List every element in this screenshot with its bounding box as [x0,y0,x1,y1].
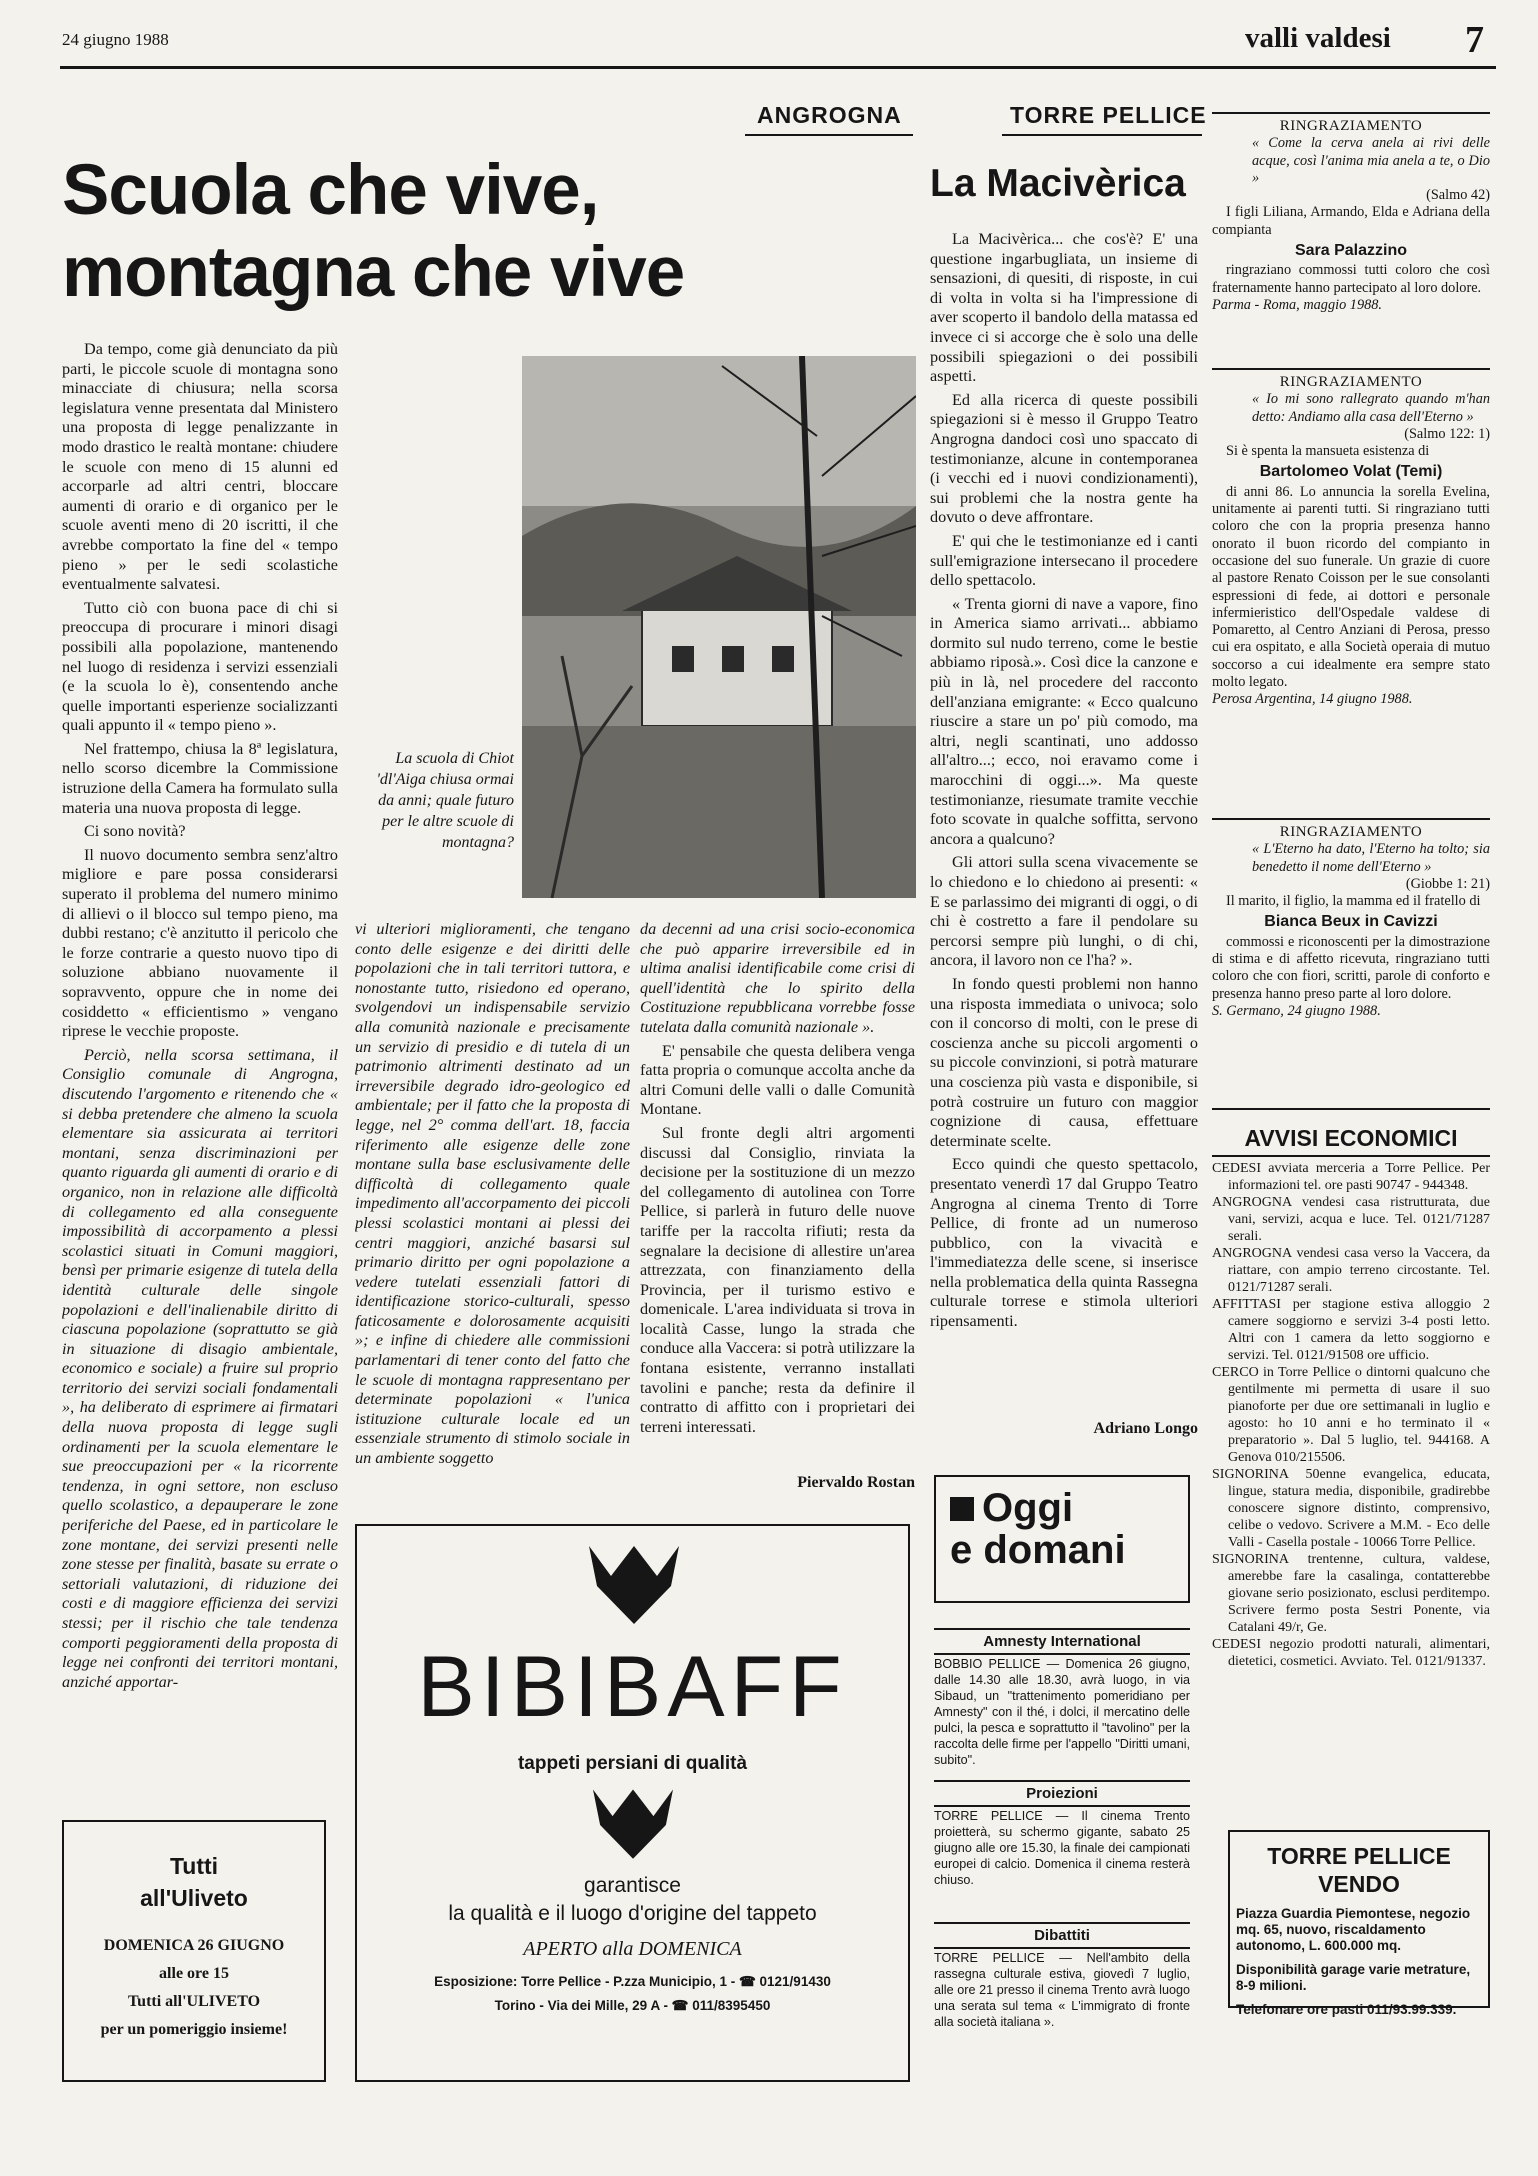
article-col-2 [355,920,630,1510]
vendo-text: Piazza Guardia Piemontese, negozio mq. 65, nuovo, riscaldamento autonomo, L. 600.000 mq. [1236,1906,1471,1953]
notice-text: ringraziano commossi tutti coloro che così fraternamente hanno partecipato al loro dolore. [1212,262,1490,296]
article-col-1 [62,340,338,1810]
notice-text: di anni 86. Lo annuncia la sorella Evelina, unitamente ai parenti tutti. Si ringraziano tutti coloro che con la propria presenza hanno onorato il buon ricordo del compianto in occasione del suo funerale. Un grazie di cuore al pastore Renato Coisson per le sue consolanti espressioni di fede, ai dottori e personale infermieristico dell'Ospedale valdese di Pomaretto, al Centro Anziani di Perosa, presso cui era ospitato, e alla Società operaia di mutuo soccorso a cui idealmente era sempre stato molto legato. [1212,483,1490,691]
classified-ad: AFFITTASI per stagione estiva alloggio 2 camere soggiorno e servizi 3-4 posti letto. Altri con 1 camera da letto soggiorno e servizi. Tel. 0121/91508 ore ufficio. [1212,1297,1490,1363]
paragraph: Il nuovo documento sembra senz'altro migliore e pare possa considerarsi superato il problema del numero minimo di allievi o il blocco sul tempo pieno, ma dubbi restano; c'è anzitutto il pericolo che le forze contrarie a questo nuovo tipo di soluzione abbiano nuovamente il sopravvento, oppure che in nome dei cosiddetto « efficientismo » vengano riprese le vecchie proposte. [62,845,338,1041]
paragraph: Gli attori sulla scena vivacemente se lo chiedono e lo chiedono ai presenti: « E se parlassimo dei migranti di oggi, o di chi è costretto a fare il pendolare su percorsi sempre più lunghi, o di chi, ancora, il lavoro non ce l'ha? ». [930,853,1198,970]
vendo-text: Disponibilità garage varie metrature, 8-9 milioni. [1236,1962,1471,1993]
article-col-3 [640,920,915,1470]
page-number: 7 [1465,19,1484,61]
obituary-notice [1212,824,1490,1104]
event-text: BOBBIO PELLICE — Domenica 26 giugno, dalle 14.30 alle 18.30, avrà luogo, in via Sibaud, un "trattenimento pomeridiano per Amnesty" con il thé, i dolci, il mercatino delle pulci, la pesca e soprattutto il "tavolino" per la raccolta delle firme per l'appello "Diritti umani, subito". [934,1657,1190,1767]
notice-title: RINGRAZIAMENTO [1279,374,1423,390]
photo-svg [522,356,916,898]
classified-ad: SIGNORINA trentenne, cultura, valdese, amerebbe fare la casalinga, contatterebbe giovane serio posizionato, esclusi perditempo. Scrivere fermo posta Sestri Ponente, via Catalani 49/r, Ge. [1212,1552,1490,1635]
school-photo [522,356,916,898]
event-section-head: Amnesty International [934,1628,1190,1655]
notice-rule [1212,112,1490,114]
classified-ad: SIGNORINA 50enne evangelica, educata, lingue, statura media, disponibile, gradirebbe conoscere signore distinto, comprensivo, celibe o vedovo. Scrivere a M.M. - Eco delle Valli - Casella postale - 10066 Torre Pellice. [1212,1467,1490,1550]
ad-subtitle: garantisce [584,1874,681,1897]
vendo-ad [1228,1830,1490,2017]
tulip-logo-icon [589,1546,679,1626]
uliveto-title: all'Uliveto [140,1885,248,1911]
vendo-text: Telefonare ore pasti 011/93.99.339. [1236,2002,1457,2017]
notice-text: commossi e riconoscenti per la dimostrazione di stima e di affetto ricevuta, ringraziano tutti coloro che con fiori, scritti, parole di conforto e presenza hanno preso parte al loro dolore. [1212,933,1490,1002]
notice-sign: S. Germano, 24 giugno 1988. [1212,1002,1381,1019]
paragraph: Tutto ciò con buona pace di chi si preoccupa di procurare i minori disagi possibili alla popolazione, mantenendo nel luogo di residenza i servizi essenziali (e la scuola lo è), consentendo anche quelle importanti esperienze socializzanti quali appunto il « tempo pieno ». [62,598,338,735]
notice-quote: « L'Eterno ha dato, l'Eterno ha tolto; sia benedetto il nome dell'Eterno » [1252,841,1490,875]
kicker-angrogna: ANGROGNA [757,102,902,128]
paragraph: Ci sono novità? [84,822,186,841]
notice-text: I figli Liliana, Armando, Elda e Adriana della compianta [1212,204,1490,238]
classified-ad: CEDESI negozio prodotti naturali, alimentari, dietetici, cosmetici. Avviato. Tel. 0121/91337. [1212,1637,1490,1669]
notice-sign: Parma - Roma, maggio 1988. [1212,296,1382,313]
notice-title: RINGRAZIAMENTO [1279,118,1423,134]
notice-name: Bartolomeo Volat (Temi) [1259,463,1443,481]
article-col-4 [930,230,1198,1415]
classified-ad: CEDESI avviata merceria a Torre Pellice. Per informazioni tel. ore pasti 90747 - 944348. [1212,1161,1490,1193]
notice-quote: « Come la cerva anela ai rivi delle acque, così l'anima mia anela a te, o Dio » [1252,135,1490,186]
obituary-notice [1212,374,1490,812]
author-signature: Piervaldo Rostan [797,1474,915,1491]
notice-quote: « Io mi sono rallegrato quando m'han detto: Andiamo alla casa dell'Eterno » [1252,391,1490,425]
newspaper-name: valli valdesi [1245,22,1391,54]
square-bullet-icon [950,1497,974,1521]
vendo-title: TORRE PELLICE [1267,1843,1451,1869]
kicker-rule [1002,134,1202,136]
ad-address: Esposizione: Torre Pellice - P.zza Municipio, 1 - ☎ 0121/91430 [434,1974,831,1989]
event-section-head: Dibattiti [934,1922,1190,1949]
paragraph: La Macivèrica... che cos'è? E' una questione ingarbugliata, un insieme di sensazioni, di quesiti, di risposte, in cui di volta in volta si ha l'impressione di aver scoperto il bandolo della matassa ed invece ci si accorge che è solo una delle possibili spiegazioni o dei possibili aspetti. [930,230,1198,386]
classifieds-list [1212,1160,1490,1670]
ad-subtitle: la qualità e il luogo d'origine del tappeto [448,1902,817,1925]
ad-address: Torino - Via dei Mille, 29 A - ☎ 011/8395450 [494,1998,771,2013]
notice-rule [1212,1155,1490,1157]
classifieds-title: AVVISI ECONOMICI [1244,1125,1458,1151]
bibibaff-ad [355,1524,910,2082]
classified-ad: ANGROGNA vendesi casa ristrutturata, due vani, servizi, acqua e luce. Tel. 0121/71287 serali. [1212,1195,1490,1244]
notice-ref: (Salmo 122: 1) [1404,425,1490,442]
event-text: TORRE PELLICE — Nell'ambito della rassegna culturale estiva, giovedì 7 luglio, alle ore 21 presso il cinema Trento avrà luogo una serata sul tema « L'immigrato di fronte alla società italiana ». [934,1951,1190,2029]
author-signature: Adriano Longo [1093,1420,1198,1437]
ad-logo: BIBIBAFF [417,1639,848,1735]
oggi-title [950,1487,1174,1529]
kicker-rule [745,134,913,136]
notice-ref: (Salmo 42) [1426,187,1490,204]
notice-name: Sara Palazzino [1294,242,1408,260]
ad-open-sunday: APERTO alla DOMENICA [523,1938,742,1960]
paragraph: In fondo questi problemi non hanno una risposta immediata o univoca; solo con il concorso di molti, con le prese di coscienza anche su piccoli argomenti o su piccole convinzioni, si potrà maturare una coscienza più vasta e disponibile, si potrà costruire un futuro con maggior cognizione di causa, effettuare determinate scelte. [930,974,1198,1150]
uliveto-ad [62,1820,326,2082]
notice-sign: Perosa Argentina, 14 giugno 1988. [1212,691,1413,708]
notice-title: RINGRAZIAMENTO [1279,824,1423,840]
classified-ad: CERCO in Torre Pellice o dintorni qualcuno che gentilmente mi permetta di usare il suo pianoforte per due ore settimanali in luglio e agosto: ho 10 anni e ho terminato il « preparatorio ». Dal 5 luglio, tel. 944168. A Genova 010/215506. [1212,1365,1490,1465]
paragraph: da decenni ad una crisi socio-economica che può apparire irreversibile ed in ultima analisi identificabile come crisi di quell'identità che lo spirito della Costituzione repubblicana vorrebbe fosse tutelata dalla comunità nazionale ». [640,920,915,1036]
paragraph: E' pensabile che questa delibera venga fatta propria o comunque accolta anche da altri Comuni delle valli o dalle Comunità Montane. [640,1041,915,1119]
notice-name: Bianca Beux in Cavizzi [1264,913,1438,931]
paragraph: E' qui che le testimonianze ed i canti sull'emigrazione intersecano il procedere dello spettacolo. [930,531,1198,590]
uliveto-text: per un pomeriggio insieme! [100,2021,288,2038]
main-headline: Scuola che vive, montagna che vive [62,151,685,312]
paragraph: Ed alla ricerca di queste possibili spiegazioni si è messo il Gruppo Teatro Angrogna dandoci così uno spaccato di testimonianze, alcune in contemporanea (i vecchi ed i nuovi condizionamenti), sui problemi che la nostra gente ha dovuto o deve affrontare. [930,390,1198,527]
photo-caption: La scuola di Chiot 'dl'Aiga chiusa ormai da anni; quale futuro per le altre scuole di montagna? [376,750,514,851]
event-section-head: Proiezioni [934,1780,1190,1807]
paragraph: Da tempo, come già denunciato da più parti, le piccole scuole di montagna sono minacciate di chiusura; nella scorsa legislatura venne presentata dal Ministero una proposta di legge penalizzante in modo drastico le realtà montane: chiudere le scuole con meno di 15 alunni ed accorparle ad altri centri, bloccare aumenti di orario e di organico per le scuole aventi meno di 20 iscritti, il che avrebbe comportato la fine del « tempo pieno » per le sedi scolastiche eventualmente salvatesi. [62,340,338,594]
tulip-logo-icon [593,1789,673,1861]
uliveto-text: Tutti all'ULIVETO [127,1993,261,2010]
ad-tagline: tappeti persiani di qualità [517,1753,748,1774]
uliveto-text: DOMENICA 26 GIUGNO [103,1937,285,1954]
vendo-subtitle: VENDO [1318,1871,1400,1897]
kicker-torre-pellice: TORRE PELLICE [1010,102,1207,128]
maciverica-title: La Macivèrica [930,162,1186,205]
notice-text: Si è spenta la mansueta esistenza di [1226,443,1430,460]
oggi-title-text: Oggi [982,1486,1074,1530]
issue-date: 24 giugno 1988 [62,30,169,49]
paragraph: « Trenta giorni di nave a vapore, fino in America siamo arrivati... abbiamo dormito sul nudo terreno, come le bestie abbiamo riposà.». Così dice la canzone e più in là, nel procedere del racconto dell'anziana emigrante: « Ecco qualcuno riuscire a stare un po' più comodo, ma altri, negli scantinati, uno addosso all'altro...; ecco, noi eravamo come i marocchini di oggi...». Ma queste testimonianze, riesumate tramite vecchie foto scovate in qualche soffitta, servono ancora a qualcuno? [930,594,1198,848]
oggi-title: e domani [950,1528,1126,1572]
paragraph: Nel frattempo, chiusa la 8ª legislatura, nello scorso dicembre la Commissione istruzione della Camera ha formulato sulla materia una nuova proposta di legge. [62,739,338,817]
notice-text: Il marito, il figlio, la mamma ed il fratello di [1226,893,1481,910]
paragraph: Sul fronte degli altri argomenti discussi dal Consiglio, rinviata la decisione per la sostituzione di un mezzo del collegamento di autolinea con Torre Pellice, si parlerà in futuro delle nuove tariffe per la raccolta rifiuti; resta da segnalare la decisione di allestire un'area attrezzata, con finanziamento della Provincia, per il turismo estivo e domenicale. L'area individuata si trova in località Casse, lungo la strada che conduce alla Vaccera: si potrà utilizzare la fontana esistente, verranno installati tavolini e panche; resta da definire il contratto di affitto con i proprietari dei terreni interessati. [640,1123,915,1436]
uliveto-title: Tutti [169,1853,219,1879]
notice-ref: (Giobbe 1: 21) [1405,875,1490,892]
oggi-domani-box [934,1475,1190,1603]
notice-rule [1212,818,1490,820]
header-rule [60,66,1496,69]
notice-rule [1212,368,1490,370]
uliveto-text: alle ore 15 [159,1965,229,1982]
paragraph: Perciò, nella scorsa settimana, il Consiglio comunale di Angrogna, discutendo l'argomento e ritenendo che « si debba pretendere che almeno la scuola elementare sia assicurata ai territori montani, senza discriminazioni per quanto riguarda gli aumenti di orario e di organico, non in relazione alle difficoltà di collegamento ed alla conseguente impossibilità di accorpamento a plessi scolastici situati in Comuni maggiori, bensì per primarie esigenze di tutela della identità culturale delle singole popolazioni e dell'inalienabile diritto di ciascuna popolazione (soprattutto se già in situazione di disagio ambientale, economico e sociale) a fruire sul proprio territorio dei servizi sociali fondamentali », ha deliberato di esprimere ai firmatari della nuova proposta di legge sugli ordinamenti per la scuola elementare le sue preoccupazioni per « la ricorrente tendenza, in ogni settore, non escluso quello scolastico, a depauperare le zone periferiche del Paese, ed in particolare le zone montane, dei servizi presenti nelle zone stesse per finalità, basate su errate o settoriali valutazioni, di riduzione dei costi e di maggiore efficienza dei servizi stessi; per il rischio che tale tendenza comporti peggioramenti della proposta di legge nei confronti dei territori montani, anziché apportar- [62,1045,338,1691]
classified-ad: ANGROGNA vendesi casa verso la Vaccera, da riattare, con ampio terreno circostante. Tel. 0121/71287 serali. [1212,1246,1490,1295]
paragraph: Ecco quindi che questo spettacolo, presentato venerdì 17 dal Gruppo Teatro Angrogna al cinema Trento di Torre Pellice, di fronte ad un numeroso pubblico, con la vivacità e l'immediatezza delle scene, si inserisce nella problematica della quinta Rassegna culturale torrese e stimola ulteriori ripensamenti. [930,1155,1198,1331]
notice-rule [1212,1108,1490,1110]
obituary-notice [1212,118,1490,354]
paragraph: vi ulteriori miglioramenti, che tengano conto delle esigenze e dei diritti delle popolazioni che in tali territori tuttora, e nonostante tutto, risiedono ed operano, svolgendovi un indispensabile servizio alla comunità nazionale e precisamente un servizio di presidio e di tutela di un patrimonio altrimenti destinato ad un irreversibile degrado idro-geologico ed ambientale; per il fatto che la proposta di legge, nel 2° comma dell'art. 18, faccia riferimento alle esigenze delle zone montane sulla base esclusivamente delle difficoltà di collegamento quale impedimento all'accorpamento dei piccoli plessi scolastici montani ai plessi dei centri maggiori, anziché basarsi sul primario diritto per ogni popolazione a vedere tutelati essenziali fattori di identificazione storico-culturali, spesso faticosamente e dolorosamente acquisiti »; e infine di chiedere alle commissioni parlamentari di tener conto del fatto che le scuole di montagna rappresentano per determinate popolazioni « l'unica istituzione culturale locale ed un essenziale strumento di stimolo sociale in un ambiente soggetto [355,920,630,1468]
event-text: TORRE PELLICE — Il cinema Trento proietterà, su schermo gigante, sabato 25 giugno alle ore 15.30, la finale dei campionati europei di calcio. Domenica il cinema resterà chiuso. [934,1809,1190,1887]
